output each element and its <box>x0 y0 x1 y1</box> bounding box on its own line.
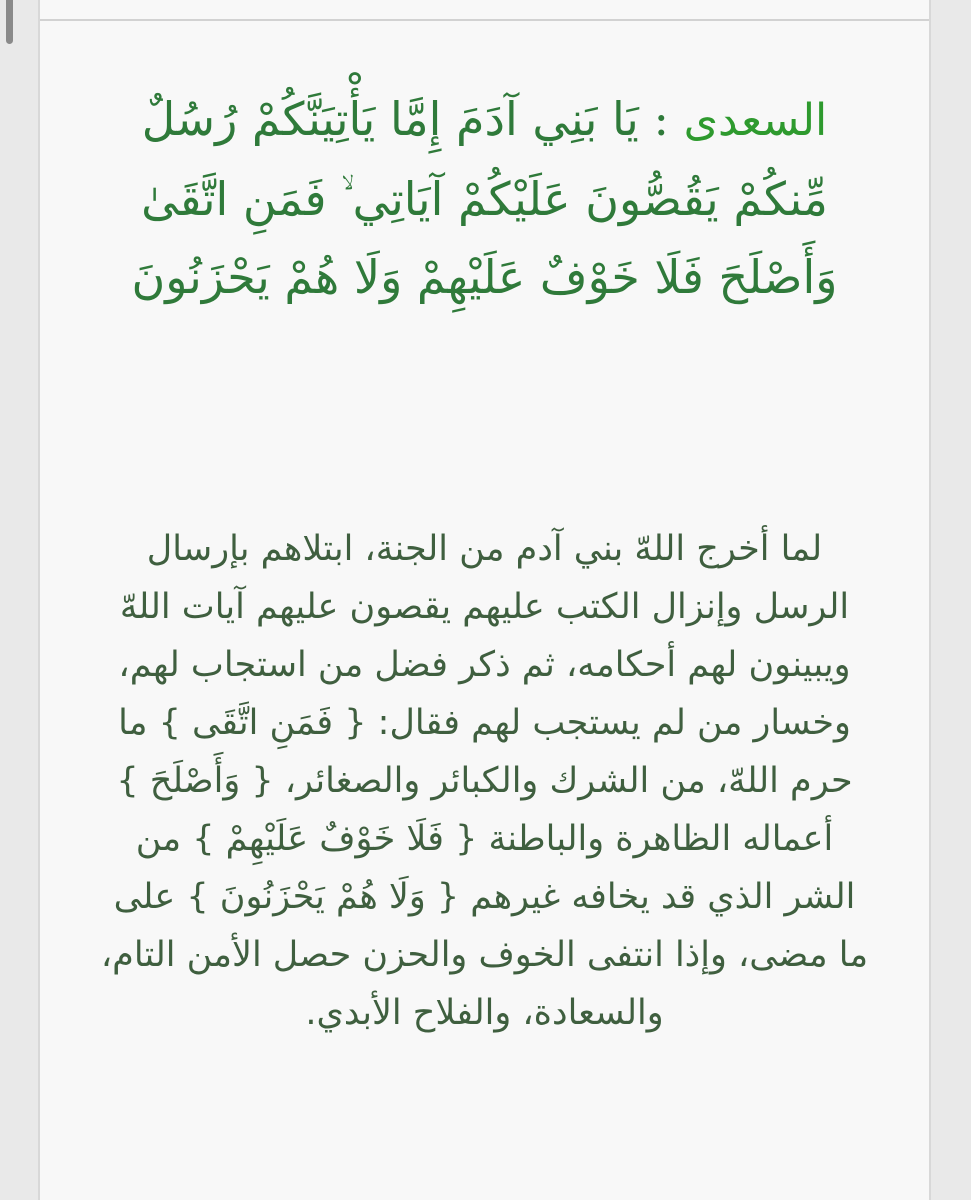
verse-block <box>110 80 859 316</box>
verse-separator: : <box>638 92 684 146</box>
tafsir-source-label: السعدى <box>683 95 828 146</box>
tafsir-text: لما أخرج اللهّ بني آدم من الجنة، ابتلاهم بإرسال الرسل وإنزال الكتب عليهم يقصون عليهم آيات اللهّ ويبينون لهم أحكامه، ثم ذكر فضل من استجاب لهم، وخسار من لم يستجب لهم فقال: { فَمَنِ اتَّقَى } ما حرم اللهّ، من الشرك والكبائر والصغائر، { وَأَصْلَحَ } أعماله الظاهرة والباطنة { فَلَا خَوْفٌ عَلَيْهِمْ } من الشر الذي قد يخافه غيرهم { وَلَا هُمْ يَحْزَنُونَ } على ما مضى، وإذا انتفى الخوف والحزن حصل الأمن التام، والسعادة، والفلاح الأبدي. <box>100 529 869 1033</box>
content-card <box>38 0 931 1200</box>
scrollbar[interactable] <box>6 0 13 44</box>
divider <box>40 19 929 21</box>
verse-text: يَا بَنِي آدَمَ إِمَّا يَأْتِيَنَّكُمْ رُسُلٌ مِّنكُمْ يَقُصُّونَ عَلَيْكُمْ آيَاتِي ۙ فَمَنِ اتَّقَىٰ وَأَصْلَحَ فَلَا خَوْفٌ عَلَيْهِمْ وَلَا هُمْ يَحْزَنُونَ <box>131 92 838 304</box>
